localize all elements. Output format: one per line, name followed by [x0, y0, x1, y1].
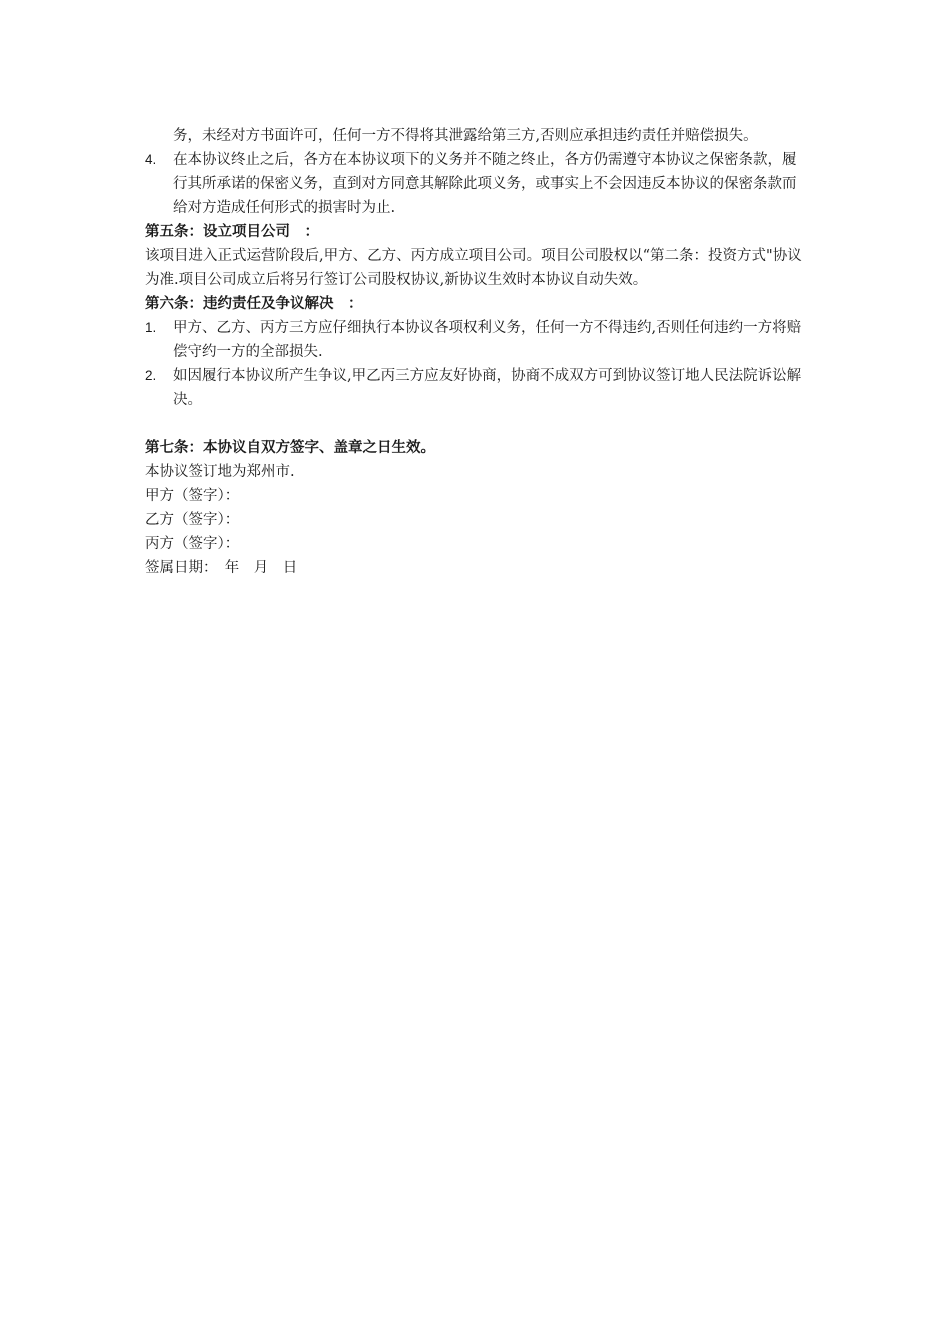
- article-5-heading: 第五条：设立项目公司 ：: [145, 224, 319, 240]
- party-b-signature-line: 乙方（签字）：: [145, 512, 240, 528]
- article-6-item-1: [145, 316, 810, 364]
- party-c-signature-line: 丙方（签字）：: [145, 536, 240, 552]
- article-6-item-2: [145, 364, 810, 412]
- party-a-signature-line: 甲方（签字）：: [145, 488, 240, 504]
- clause-continuation: 务，未经对方书面许可，任何一方不得将其泄露给第三方,否则应承担违约责任并赔偿损失。: [173, 128, 758, 144]
- signing-date-line: 签属日期： 年 月 日: [145, 560, 298, 576]
- blank-line: [145, 412, 810, 436]
- clause-text: 在本协议终止之后，各方在本协议项下的义务并不随之终止，各方仍需遵守本协议之保密条款，履行其所承诺的保密义务，直到对方同意其解除此项义务，或事实上不会因违反本协议的保密条款而给对方造成任何形式的损害时为止.: [173, 152, 797, 216]
- clause-text: 甲方、乙方、丙方三方应仔细执行本协议各项权利义务，任何一方不得违约,否则任何违约一方将赔偿守约一方的全部损失.: [173, 320, 802, 360]
- list-number: 2.: [145, 368, 157, 383]
- article-6-heading: 第六条：违约责任及争议解决 ：: [145, 296, 363, 312]
- list-number: 1.: [145, 320, 157, 335]
- article-5-text: 该项目进入正式运营阶段后,甲方、乙方、丙方成立项目公司。项目公司股权以“第二条：投资方式"协议为准.项目公司成立后将另行签订公司股权协议,新协议生效时本协议自动失效。: [145, 248, 802, 288]
- article-7-heading: 第七条：本协议自双方签字、盖章之日生效。: [145, 440, 435, 456]
- clause-item-4: [145, 148, 810, 220]
- clause-text: 如因履行本协议所产生争议,甲乙丙三方应友好协商，协商不成双方可到协议签订地人民法院诉讼解决。: [173, 368, 802, 408]
- signing-place: 本协议签订地为郑州市.: [145, 464, 295, 480]
- document-body: [145, 124, 810, 580]
- list-number: 4.: [145, 152, 157, 167]
